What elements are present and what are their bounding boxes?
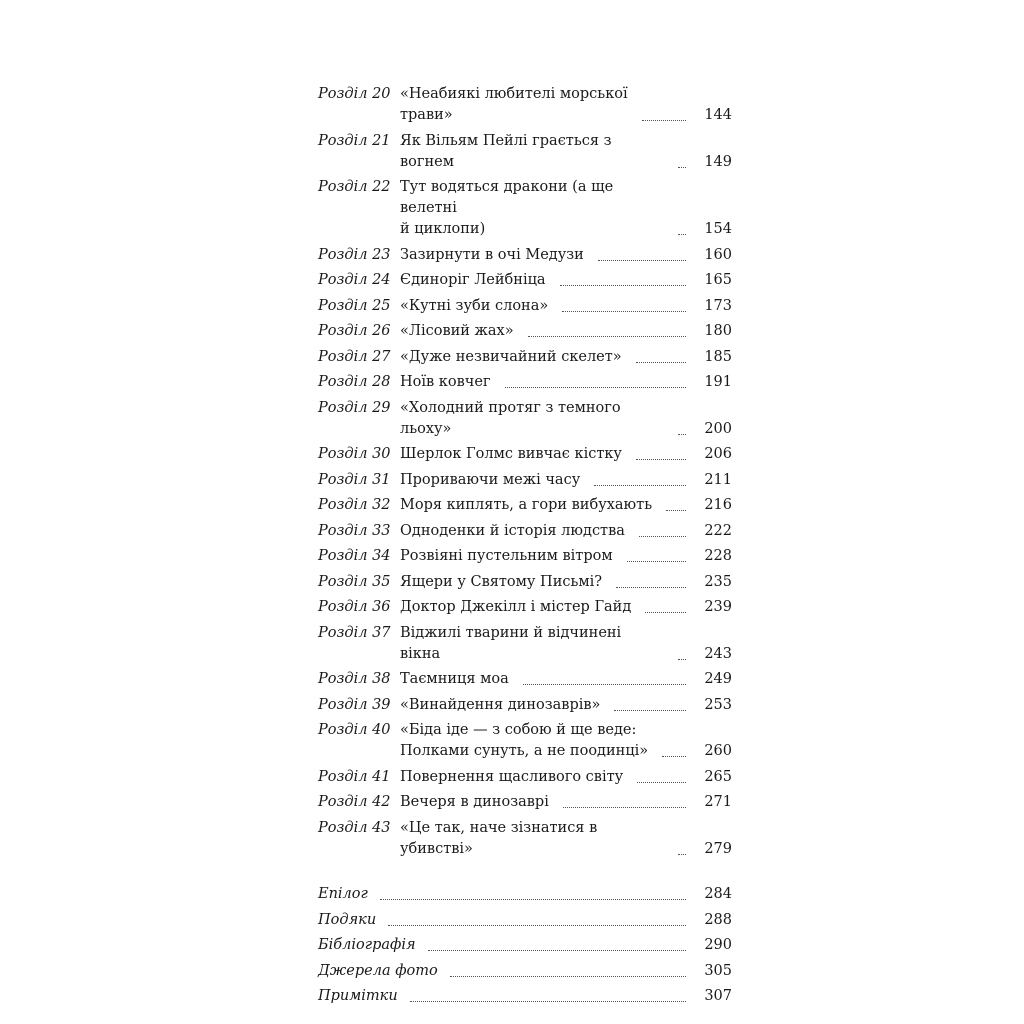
chapter-title-wrap: [400, 444, 704, 465]
page-number: 235: [704, 573, 732, 590]
toc-entry[interactable]: [318, 495, 732, 516]
page-number: 290: [704, 937, 732, 953]
section-label: Джерела фото: [318, 962, 438, 979]
chapter-title-wrap: [400, 792, 704, 813]
page-number: 211: [704, 471, 732, 488]
chapter-title: Таємниця моа: [400, 671, 509, 687]
chapter-title-wrap: [400, 495, 704, 516]
page-number: 265: [704, 768, 732, 785]
toc-entry[interactable]: [318, 986, 732, 1007]
page-number: 288: [704, 911, 732, 928]
dot-leader: [614, 710, 686, 711]
toc-entry[interactable]: [318, 398, 732, 440]
chapter-label: Розділ 41: [318, 768, 391, 785]
page-number: 149: [704, 153, 732, 170]
toc-entry[interactable]: [318, 884, 732, 905]
toc-entry[interactable]: [318, 444, 732, 465]
chapter-title-wrap: [400, 767, 704, 788]
chapter-title: «Біда іде — з собою й ще веде: Полками сунуть, а не поодинці»: [400, 722, 649, 759]
chapter-label: Розділ 25: [318, 297, 391, 314]
chapter-title-wrap: [400, 470, 704, 491]
section-gap: [318, 864, 732, 884]
toc-entry[interactable]: [318, 546, 732, 567]
chapter-title: Ноїв ковчег: [400, 374, 491, 390]
chapter-label: Розділ 29: [318, 399, 391, 416]
section-label: Подяки: [318, 911, 377, 928]
page-number: 180: [704, 323, 732, 339]
chapter-title-wrap: [400, 521, 704, 542]
dot-leader: [380, 899, 686, 900]
toc-entry[interactable]: [318, 910, 732, 931]
dot-leader: [636, 362, 686, 363]
toc-entry[interactable]: [318, 245, 732, 266]
page-number: 279: [704, 840, 732, 857]
dot-leader: [678, 854, 686, 855]
chapter-title-wrap: [400, 669, 704, 690]
dot-leader: [678, 234, 686, 235]
page-number: 305: [704, 962, 732, 979]
chapter-title: Зазирнути в очі Медузи: [400, 246, 584, 263]
toc-entry[interactable]: [318, 792, 732, 813]
page-number: 216: [704, 497, 732, 513]
toc-entry[interactable]: [318, 372, 732, 393]
dot-leader: [666, 510, 686, 511]
toc-entry[interactable]: [318, 720, 732, 762]
chapter-title-wrap: [400, 347, 704, 368]
page-number: 144: [704, 107, 732, 123]
chapter-title-wrap: [400, 270, 704, 291]
chapter-label: Розділ 39: [318, 696, 391, 713]
chapter-title: Прориваючи межі часу: [400, 471, 581, 488]
section-label: Примітки: [318, 988, 398, 1004]
chapter-title: Моря киплять, а гори вибухають: [400, 497, 653, 513]
chapter-title-wrap: [400, 372, 704, 393]
page-number: 200: [704, 420, 732, 437]
chapter-title-wrap: [400, 177, 704, 240]
chapter-title-wrap: [400, 720, 704, 762]
dot-leader: [645, 612, 686, 613]
dot-leader: [428, 950, 686, 951]
chapter-title-wrap: [400, 131, 704, 173]
chapter-label: Розділ 38: [318, 671, 391, 687]
chapter-label: Розділ 35: [318, 573, 391, 590]
toc-entry[interactable]: [318, 669, 732, 690]
chapter-title: «Неабиякі любителі морської трави»: [400, 86, 628, 123]
dot-leader: [563, 807, 686, 808]
chapter-title: «Лісовий жах»: [400, 323, 514, 339]
page-number: 191: [704, 374, 732, 390]
dot-leader: [528, 336, 686, 337]
toc-entry[interactable]: [318, 296, 732, 317]
chapter-title-wrap: [400, 296, 704, 317]
toc-entry[interactable]: [318, 521, 732, 542]
chapter-list: [318, 84, 732, 860]
page-number: 228: [704, 548, 732, 564]
chapter-label: Розділ 34: [318, 548, 391, 564]
dot-leader: [560, 285, 686, 286]
dot-leader: [662, 756, 686, 757]
chapter-title: «Кутні зуби слона»: [400, 297, 549, 314]
page-number: 154: [704, 221, 732, 237]
toc-entry[interactable]: [318, 623, 732, 665]
toc-entry[interactable]: [318, 961, 732, 982]
dot-leader: [678, 434, 686, 435]
page-number: 260: [704, 743, 732, 759]
page-number: 185: [704, 348, 732, 365]
dot-leader: [616, 587, 686, 588]
chapter-label: Розділ 32: [318, 497, 391, 513]
chapter-title: Віджилі тварини й відчинені вікна: [400, 624, 622, 662]
dot-leader: [505, 387, 686, 388]
dot-leader: [410, 1001, 686, 1002]
chapter-title-wrap: [400, 546, 704, 567]
chapter-label: Розділ 40: [318, 722, 391, 738]
page-number: 253: [704, 696, 732, 713]
chapter-title-wrap: [400, 321, 704, 342]
chapter-label: Розділ 22: [318, 179, 391, 195]
toc-entry[interactable]: [318, 767, 732, 788]
table-of-contents: [318, 84, 732, 1012]
chapter-title-wrap: [400, 695, 704, 716]
chapter-title: «Холодний протяг з темного льоху»: [400, 399, 621, 437]
section-label: Бібліографія: [318, 937, 416, 953]
page-number: 307: [704, 988, 732, 1004]
toc-entry[interactable]: [318, 470, 732, 491]
chapter-title: Вечеря в динозаврі: [400, 794, 549, 810]
chapter-label: Розділ 43: [318, 819, 391, 836]
dot-leader: [594, 485, 686, 486]
chapter-title-wrap: [400, 572, 704, 593]
section-label: Епілог: [318, 886, 368, 902]
page-number: 271: [704, 794, 732, 810]
page-number: 243: [704, 645, 732, 662]
toc-entry[interactable]: [318, 818, 732, 860]
chapter-label: Розділ 37: [318, 624, 391, 641]
page-number: 239: [704, 599, 732, 615]
dot-leader: [523, 684, 686, 685]
chapter-label: Розділ 24: [318, 272, 391, 288]
toc-entry[interactable]: [318, 131, 732, 173]
chapter-label: Розділ 31: [318, 471, 391, 488]
dot-leader: [562, 311, 686, 312]
page-number: 249: [704, 671, 732, 687]
page-number: 206: [704, 446, 732, 462]
dot-leader: [388, 925, 686, 926]
chapter-label: Розділ 23: [318, 246, 391, 263]
chapter-label: Розділ 27: [318, 348, 391, 365]
chapter-title: Ящери у Святому Письмі?: [400, 573, 603, 590]
dot-leader: [636, 459, 686, 460]
chapter-title-wrap: [400, 245, 704, 266]
chapter-label: Розділ 21: [318, 132, 391, 149]
toc-entry[interactable]: [318, 935, 732, 956]
chapter-title: «Це так, наче зізнатися в убивстві»: [400, 819, 598, 857]
page-number: 173: [704, 297, 732, 314]
chapter-title: Тут водяться дракони (а ще велетні й циклопи): [400, 179, 614, 237]
dot-leader: [627, 561, 686, 562]
chapter-title-wrap: [400, 84, 704, 126]
chapter-label: Розділ 28: [318, 374, 391, 390]
dot-leader: [598, 260, 686, 261]
chapter-title: Як Вільям Пейлі грається з вогнем: [400, 132, 612, 170]
toc-entry[interactable]: [318, 177, 732, 240]
toc-entry[interactable]: [318, 597, 732, 618]
page-number: 284: [704, 886, 732, 902]
dot-leader: [450, 976, 686, 977]
chapter-title: Шерлок Голмс вивчає кістку: [400, 446, 622, 462]
chapter-title: Доктор Джекілл і містер Гайд: [400, 599, 632, 615]
toc-entry[interactable]: [318, 84, 732, 126]
dot-leader: [678, 659, 686, 660]
chapter-label: Розділ 33: [318, 522, 391, 539]
page-number: 165: [704, 272, 732, 288]
chapter-title: Єдиноріг Лейбніца: [400, 272, 546, 288]
dot-leader: [642, 120, 686, 121]
page-number: 160: [704, 246, 732, 263]
dot-leader: [637, 782, 686, 783]
page-number: 222: [704, 522, 732, 539]
chapter-title-wrap: [400, 818, 704, 860]
chapter-title-wrap: [400, 623, 704, 665]
chapter-title-wrap: [400, 398, 704, 440]
chapter-title: Розвіяні пустельним вітром: [400, 548, 613, 564]
chapter-title-wrap: [400, 597, 704, 618]
chapter-label: Розділ 36: [318, 599, 391, 615]
toc-entry[interactable]: [318, 270, 732, 291]
chapter-label: Розділ 30: [318, 446, 391, 462]
chapter-label: Розділ 20: [318, 86, 391, 102]
chapter-title: «Дуже незвичайний скелет»: [400, 348, 622, 365]
back-matter-list: [318, 884, 732, 1007]
chapter-title: «Винайдення динозаврів»: [400, 696, 601, 713]
dot-leader: [639, 536, 686, 537]
chapter-label: Розділ 26: [318, 323, 391, 339]
toc-entry[interactable]: [318, 321, 732, 342]
toc-entry[interactable]: [318, 695, 732, 716]
chapter-title: Повернення щасливого світу: [400, 768, 624, 785]
chapter-title: Одноденки й історія людства: [400, 522, 625, 539]
toc-entry[interactable]: [318, 572, 732, 593]
toc-entry[interactable]: [318, 347, 732, 368]
dot-leader: [678, 167, 686, 168]
chapter-label: Розділ 42: [318, 794, 391, 810]
